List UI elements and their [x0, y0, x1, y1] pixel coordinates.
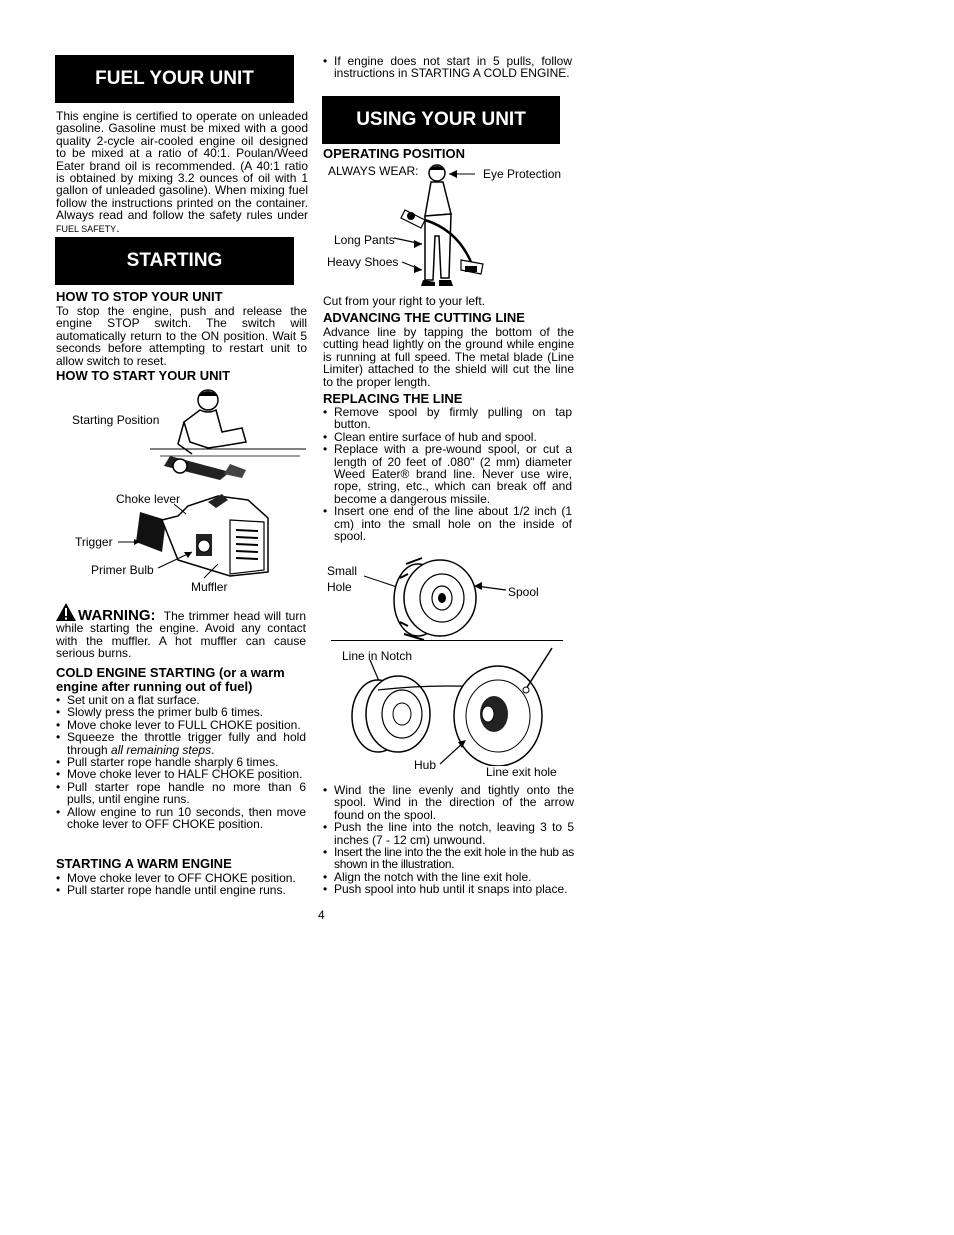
warm-start-steps [56, 872, 308, 897]
cold-start-steps [56, 694, 306, 830]
line-exit-hole-label: Line exit hole [486, 765, 557, 779]
list-item: • Clean entire surface of hub and spool. [323, 431, 572, 443]
warning-label: WARNING: [78, 607, 156, 624]
page-number: 4 [318, 908, 325, 922]
list-item: • Push the line into the notch, leaving 3 to 5 inches (7 - 12 cm) unwound. [323, 821, 574, 846]
start-heading: HOW TO START YOUR UNIT [56, 368, 231, 383]
list-item: • Remove spool by firmly pulling on tap button. [323, 406, 572, 431]
cut-direction-text: Cut from your right to your left. [323, 294, 486, 308]
list-item: • Allow engine to run 10 seconds, then move choke lever to OFF CHOKE position. [56, 806, 306, 831]
starting-position-label: Starting Position [72, 413, 160, 427]
list-item: • Replace with a pre-wound spool, or cut a length of 20 feet of .080" (2 mm) diameter Weed Eater® brand line. Never use wire, rope, string, etc., which can break off and become a dangerous missile. [323, 443, 572, 505]
list-item: • Squeeze the throttle trigger fully and hold through all remaining steps. [56, 731, 306, 756]
small-hole-label: Small Hole [327, 564, 358, 594]
list-item: • Wind the line evenly and tightly onto the spool. Wind in the direction of the arrow found on the spool. [323, 784, 574, 821]
list-item: • Pull starter rope handle sharply 6 times. [56, 756, 306, 768]
hub-label: Hub [414, 758, 437, 772]
long-pants-label: Long Pants [334, 233, 395, 247]
always-wear-label: ALWAYS WEAR: [328, 164, 419, 178]
fuel-your-unit-banner [55, 55, 294, 103]
list-item: • Pull starter rope handle until engine runs. [56, 884, 308, 896]
restart-bullet [323, 55, 572, 80]
advancing-line-paragraph: Advance line by tapping the bottom of the cutting head lightly on the ground while engine is running at full speed. The metal blade (Line Limiter) attached to the shield will cut the line to the proper length. [323, 325, 574, 389]
stop-paragraph: To stop the engine, push and release the engine STOP switch. The switch will automatically return to the ON position. Wait 5 seconds before attempting to restart unit to allow switch to reset. [56, 304, 307, 368]
spool-illustration [360, 552, 510, 642]
list-item: • If engine does not start in 5 pulls, follow instructions in STARTING A COLD ENGINE. [323, 55, 572, 80]
list-item: • Move choke lever to FULL CHOKE position. [56, 719, 306, 731]
muffler-label: Muffler [191, 580, 228, 594]
trigger-label: Trigger [75, 535, 113, 549]
fuel-paragraph [56, 110, 308, 235]
operating-position-heading: OPERATING POSITION [323, 146, 466, 161]
winding-steps [323, 784, 574, 896]
list-item: • Set unit on a flat surface. [56, 694, 306, 706]
fuel-banner-text: FUEL YOUR UNIT [95, 68, 254, 89]
stop-heading: HOW TO STOP YOUR UNIT [56, 289, 223, 304]
engine-illustration [118, 490, 273, 580]
label-arrows [392, 232, 428, 276]
list-item-text: Squeeze the throttle trigger fully and hold through [67, 730, 306, 757]
list-item: • Slowly press the primer bulb 6 times. [56, 706, 306, 718]
using-your-unit-banner [322, 96, 560, 144]
warning-text: The trimmer head will turn while starting the engine. Avoid any contact with the muffler. A hot muffler can cause serious burns. [56, 609, 306, 661]
hub-and-spool-illustration [348, 646, 558, 766]
spool-label: Spool [508, 585, 539, 599]
primer-bulb-label: Primer Bulb [91, 563, 154, 577]
list-item: • Move choke lever to OFF CHOKE position. [56, 872, 308, 884]
heavy-shoes-label: Heavy Shoes [327, 255, 399, 269]
advancing-line-heading: ADVANCING THE CUTTING LINE [323, 310, 525, 325]
replacing-line-heading: REPLACING THE LINE [323, 391, 463, 406]
list-item: • Align the notch with the line exit hole. [323, 871, 574, 883]
warm-start-heading: STARTING A WARM ENGINE [56, 856, 232, 871]
fuel-text: This engine is certified to operate on unleaded gasoline. Gasoline must be mixed with a good quality 2-cycle air-cooled engine oil designed to be mixed at a ratio of 40:1. Poulan/Weed Eater brand oil is recommended. (A 40:1 ratio is obtained by mixing 3.2 ounces of oil with 1 gallon of unleaded gasoline). When mixing fuel follow the instructions printed on the container. Always read and follow the safety rules under [56, 109, 308, 223]
fuel-safety-ref: FUEL SAFETY [56, 223, 117, 234]
starting-banner-text: STARTING [126, 250, 223, 271]
list-item: • Insert the line into the the exit hole in the hub as shown in the illustration. [323, 846, 574, 871]
line-in-notch-label: Line in Notch [342, 649, 413, 663]
eye-protection-label: Eye Protection [483, 167, 562, 181]
list-item-italic: all remaining steps [111, 742, 212, 757]
starting-position-illustration [150, 384, 306, 482]
using-banner-text: USING YOUR UNIT [356, 109, 526, 130]
fuel-text-end: . [116, 220, 120, 235]
warning-paragraph [56, 607, 306, 661]
cold-start-heading: COLD ENGINE STARTING (or a warm engine after running out of fuel) [56, 665, 285, 694]
replacing-line-steps [323, 406, 572, 542]
figure-divider [331, 640, 563, 641]
choke-lever-label: Choke lever [116, 492, 181, 506]
list-item: • Pull starter rope handle no more than 6 pulls, until engine runs. [56, 781, 306, 806]
list-item: • Move choke lever to HALF CHOKE position. [56, 768, 306, 780]
list-item: • Insert one end of the line about 1/2 inch (1 cm) into the small hole on the inside of spool. [323, 505, 572, 542]
starting-banner [55, 237, 294, 285]
list-item: • Push spool into hub until it snaps into place. [323, 883, 574, 895]
